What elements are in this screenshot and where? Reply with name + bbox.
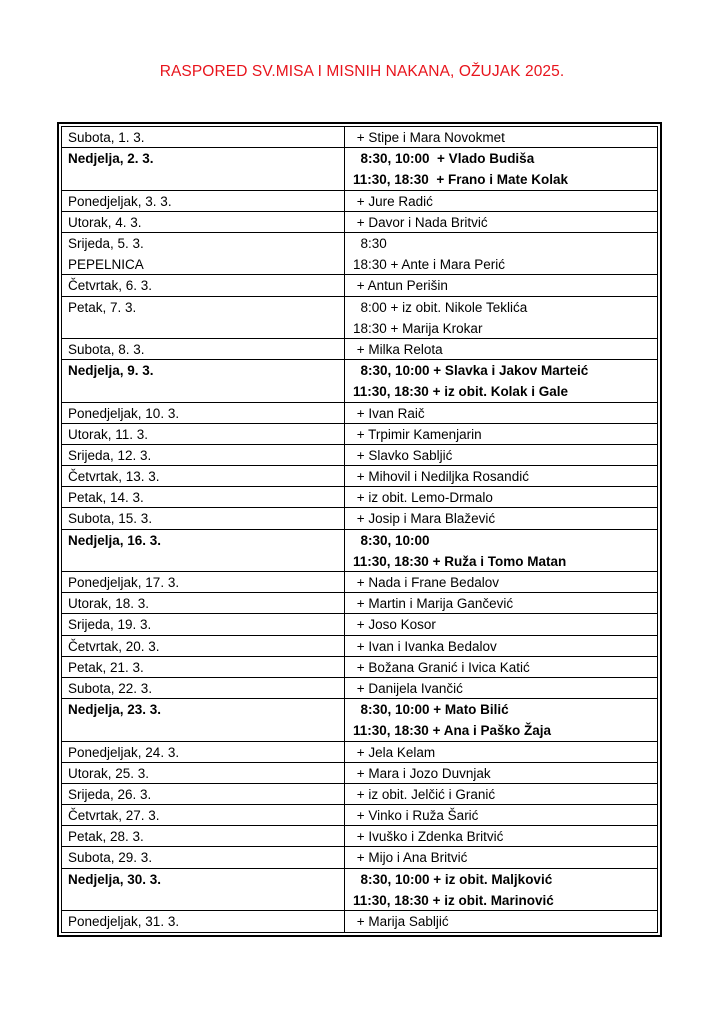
day-cell (62, 508, 345, 528)
intention-cell (345, 360, 657, 401)
intention-cell (345, 847, 657, 867)
schedule-row (62, 445, 657, 466)
intention-cell (345, 657, 657, 677)
schedule-row (62, 403, 657, 424)
intention-cell (345, 869, 657, 910)
schedule-row (62, 233, 657, 275)
intention-cell (345, 593, 657, 613)
day-cell (62, 445, 345, 465)
mass-intention: 11:30, 18:30 + Ana i Paško Žaja (353, 723, 551, 739)
day-label: Ponedjeljak, 17. 3. (68, 575, 180, 591)
day-label: Ponedjeljak, 31. 3. (68, 914, 180, 930)
schedule-row (62, 869, 657, 911)
schedule-table (57, 122, 662, 937)
day-cell (62, 466, 345, 486)
day-label: Četvrtak, 6. 3. (68, 278, 153, 294)
day-cell (62, 699, 345, 740)
schedule-row (62, 678, 657, 699)
day-cell (62, 297, 345, 338)
day-cell (62, 530, 345, 571)
schedule-row (62, 466, 657, 487)
day-cell (62, 678, 345, 698)
day-cell (62, 657, 345, 677)
schedule-row (62, 763, 657, 784)
mass-intention: 8:00 + iz obit. Nikole Teklića (353, 299, 528, 315)
schedule-row (62, 212, 657, 233)
mass-intention: + Stipe i Mara Novokmet (353, 130, 505, 145)
intention-cell (345, 148, 657, 189)
day-cell (62, 805, 345, 825)
intention-cell (345, 127, 657, 147)
mass-intention: + Jure Radić (353, 193, 433, 209)
intention-cell (345, 678, 657, 698)
day-label: Utorak, 4. 3. (68, 214, 142, 230)
mass-intention: 8:30, 10:00 + Slavka i Jakov Marteić (353, 363, 589, 379)
intention-cell (345, 763, 657, 783)
intention-cell (345, 297, 657, 338)
mass-intention: + Trpimir Kamenjarin (353, 426, 482, 442)
schedule-row (62, 127, 657, 148)
mass-intention: 8:30 (353, 235, 387, 251)
schedule-body (61, 126, 658, 933)
mass-intention: 8:30, 10:00 + iz obit. Maljković (353, 871, 553, 887)
day-cell (62, 212, 345, 232)
day-label: Subota, 8. 3. (68, 341, 145, 357)
day-label: Petak, 7. 3. (68, 299, 137, 315)
mass-intention: 11:30, 18:30 + Ruža i Tomo Matan (353, 553, 567, 569)
day-label: Nedjelja, 2. 3. (68, 151, 154, 167)
intention-cell (345, 911, 657, 932)
schedule-row (62, 530, 657, 572)
day-label: Ponedjeljak, 24. 3. (68, 744, 180, 760)
schedule-row (62, 339, 657, 360)
schedule-row (62, 297, 657, 339)
day-label: Utorak, 25. 3. (68, 765, 150, 781)
day-label: Nedjelja, 16. 3. (68, 532, 162, 548)
mass-intention: + Antun Perišin (353, 278, 448, 294)
day-label: Subota, 1. 3. (68, 130, 145, 145)
mass-intention: + Milka Relota (353, 341, 443, 357)
mass-intention: + Mijo i Ana Britvić (353, 850, 468, 866)
day-cell (62, 742, 345, 762)
day-label: Srijeda, 5. 3. (68, 235, 144, 251)
mass-intention: + Ivan i Ivanka Bedalov (353, 638, 497, 654)
mass-intention: + Ivuško i Zdenka Britvić (353, 829, 504, 845)
mass-intention: + Josip i Mara Blažević (353, 511, 496, 527)
mass-intention: 8:30, 10:00 (353, 532, 430, 548)
mass-intention: 11:30, 18:30 + iz obit. Marinović (353, 892, 554, 908)
day-label: Nedjelja, 30. 3. (68, 871, 162, 887)
schedule-row (62, 805, 657, 826)
intention-cell (345, 805, 657, 825)
mass-intention: + Martin i Marija Gančević (353, 596, 514, 612)
page-title: RASPORED SV.MISA I MISNIH NAKANA, OŽUJAK 2025. (159, 63, 565, 80)
mass-intention: 18:30 + Marija Krokar (353, 320, 483, 336)
mass-intention: + Nada i Frane Bedalov (353, 575, 499, 591)
intention-cell (345, 826, 657, 846)
day-cell (62, 233, 345, 274)
intention-cell (345, 742, 657, 762)
day-label: Subota, 22. 3. (68, 680, 153, 696)
mass-intention: + Božana Granić i Ivica Katić (353, 659, 530, 675)
schedule-row (62, 572, 657, 593)
schedule-row (62, 508, 657, 529)
intention-cell (345, 784, 657, 804)
mass-intention: + Marija Sabljić (353, 914, 449, 930)
mass-intention: 11:30, 18:30 + iz obit. Kolak i Gale (353, 384, 568, 400)
day-cell (62, 148, 345, 189)
intention-cell (345, 403, 657, 423)
day-cell (62, 911, 345, 932)
intention-cell (345, 466, 657, 486)
intention-cell (345, 530, 657, 571)
schedule-row (62, 487, 657, 508)
day-cell (62, 127, 345, 147)
intention-cell (345, 191, 657, 211)
day-cell (62, 826, 345, 846)
day-cell (62, 614, 345, 634)
mass-intention: + iz obit. Jelčić i Granić (353, 786, 496, 802)
day-cell (62, 763, 345, 783)
day-label: Četvrtak, 27. 3. (68, 808, 160, 824)
day-label: PEPELNICA (68, 257, 144, 273)
mass-intention: + Vinko i Ruža Šarić (353, 808, 479, 824)
day-label: Četvrtak, 13. 3. (68, 469, 160, 485)
day-label: Subota, 15. 3. (68, 511, 153, 527)
intention-cell (345, 233, 657, 274)
day-label: Utorak, 18. 3. (68, 596, 150, 612)
day-label: Petak, 21. 3. (68, 659, 144, 675)
schedule-row (62, 636, 657, 657)
day-cell (62, 191, 345, 211)
day-cell (62, 275, 345, 295)
day-cell (62, 339, 345, 359)
day-cell (62, 487, 345, 507)
schedule-row (62, 699, 657, 741)
schedule-row (62, 360, 657, 402)
day-label: Srijeda, 26. 3. (68, 786, 152, 802)
schedule-row (62, 614, 657, 635)
intention-cell (345, 487, 657, 507)
mass-intention: 8:30, 10:00 + Mato Bilić (353, 702, 509, 718)
intention-cell (345, 614, 657, 634)
schedule-row (62, 593, 657, 614)
day-cell (62, 784, 345, 804)
schedule-row (62, 847, 657, 868)
intention-cell (345, 275, 657, 295)
mass-intention: + Davor i Nada Britvić (353, 214, 488, 230)
intention-cell (345, 212, 657, 232)
day-label: Srijeda, 19. 3. (68, 617, 152, 633)
intention-cell (345, 424, 657, 444)
mass-intention: 11:30, 18:30 + Frano i Mate Kolak (353, 172, 568, 188)
mass-intention: + Mihovil i Nediljka Rosandić (353, 469, 529, 485)
day-label: Četvrtak, 20. 3. (68, 638, 160, 654)
day-cell (62, 636, 345, 656)
mass-intention: + Ivan Raič (353, 405, 425, 421)
day-cell (62, 572, 345, 592)
mass-intention: + Danijela Ivančić (353, 680, 463, 696)
day-cell (62, 593, 345, 613)
schedule-row (62, 784, 657, 805)
day-label: Ponedjeljak, 3. 3. (68, 193, 172, 209)
day-label: Petak, 28. 3. (68, 829, 144, 845)
schedule-row (62, 826, 657, 847)
day-cell (62, 424, 345, 444)
intention-cell (345, 508, 657, 528)
day-label: Nedjelja, 9. 3. (68, 363, 154, 379)
mass-intention: 18:30 + Ante i Mara Perić (353, 257, 505, 273)
schedule-row (62, 191, 657, 212)
schedule-row (62, 424, 657, 445)
day-label: Ponedjeljak, 10. 3. (68, 405, 180, 421)
intention-cell (345, 445, 657, 465)
mass-intention: + iz obit. Lemo-Drmalo (353, 490, 493, 506)
mass-intention: + Mara i Jozo Duvnjak (353, 765, 491, 781)
day-cell (62, 869, 345, 910)
mass-intention: 8:30, 10:00 + Vlado Budiša (353, 151, 535, 167)
mass-intention: + Jela Kelam (353, 744, 436, 760)
intention-cell (345, 636, 657, 656)
intention-cell (345, 699, 657, 740)
schedule-row (62, 275, 657, 296)
day-label: Utorak, 11. 3. (68, 426, 149, 442)
schedule-row (62, 148, 657, 190)
intention-cell (345, 572, 657, 592)
day-label: Subota, 29. 3. (68, 850, 153, 866)
mass-intention: + Slavko Sabljić (353, 447, 453, 463)
day-cell (62, 360, 345, 401)
schedule-row (62, 911, 657, 932)
intention-cell (345, 339, 657, 359)
day-cell (62, 847, 345, 867)
schedule-row (62, 657, 657, 678)
mass-intention: + Joso Kosor (353, 617, 436, 633)
day-cell (62, 403, 345, 423)
day-label: Srijeda, 12. 3. (68, 447, 152, 463)
day-label: Nedjelja, 23. 3. (68, 702, 162, 718)
schedule-row (62, 742, 657, 763)
day-label: Petak, 14. 3. (68, 490, 144, 506)
